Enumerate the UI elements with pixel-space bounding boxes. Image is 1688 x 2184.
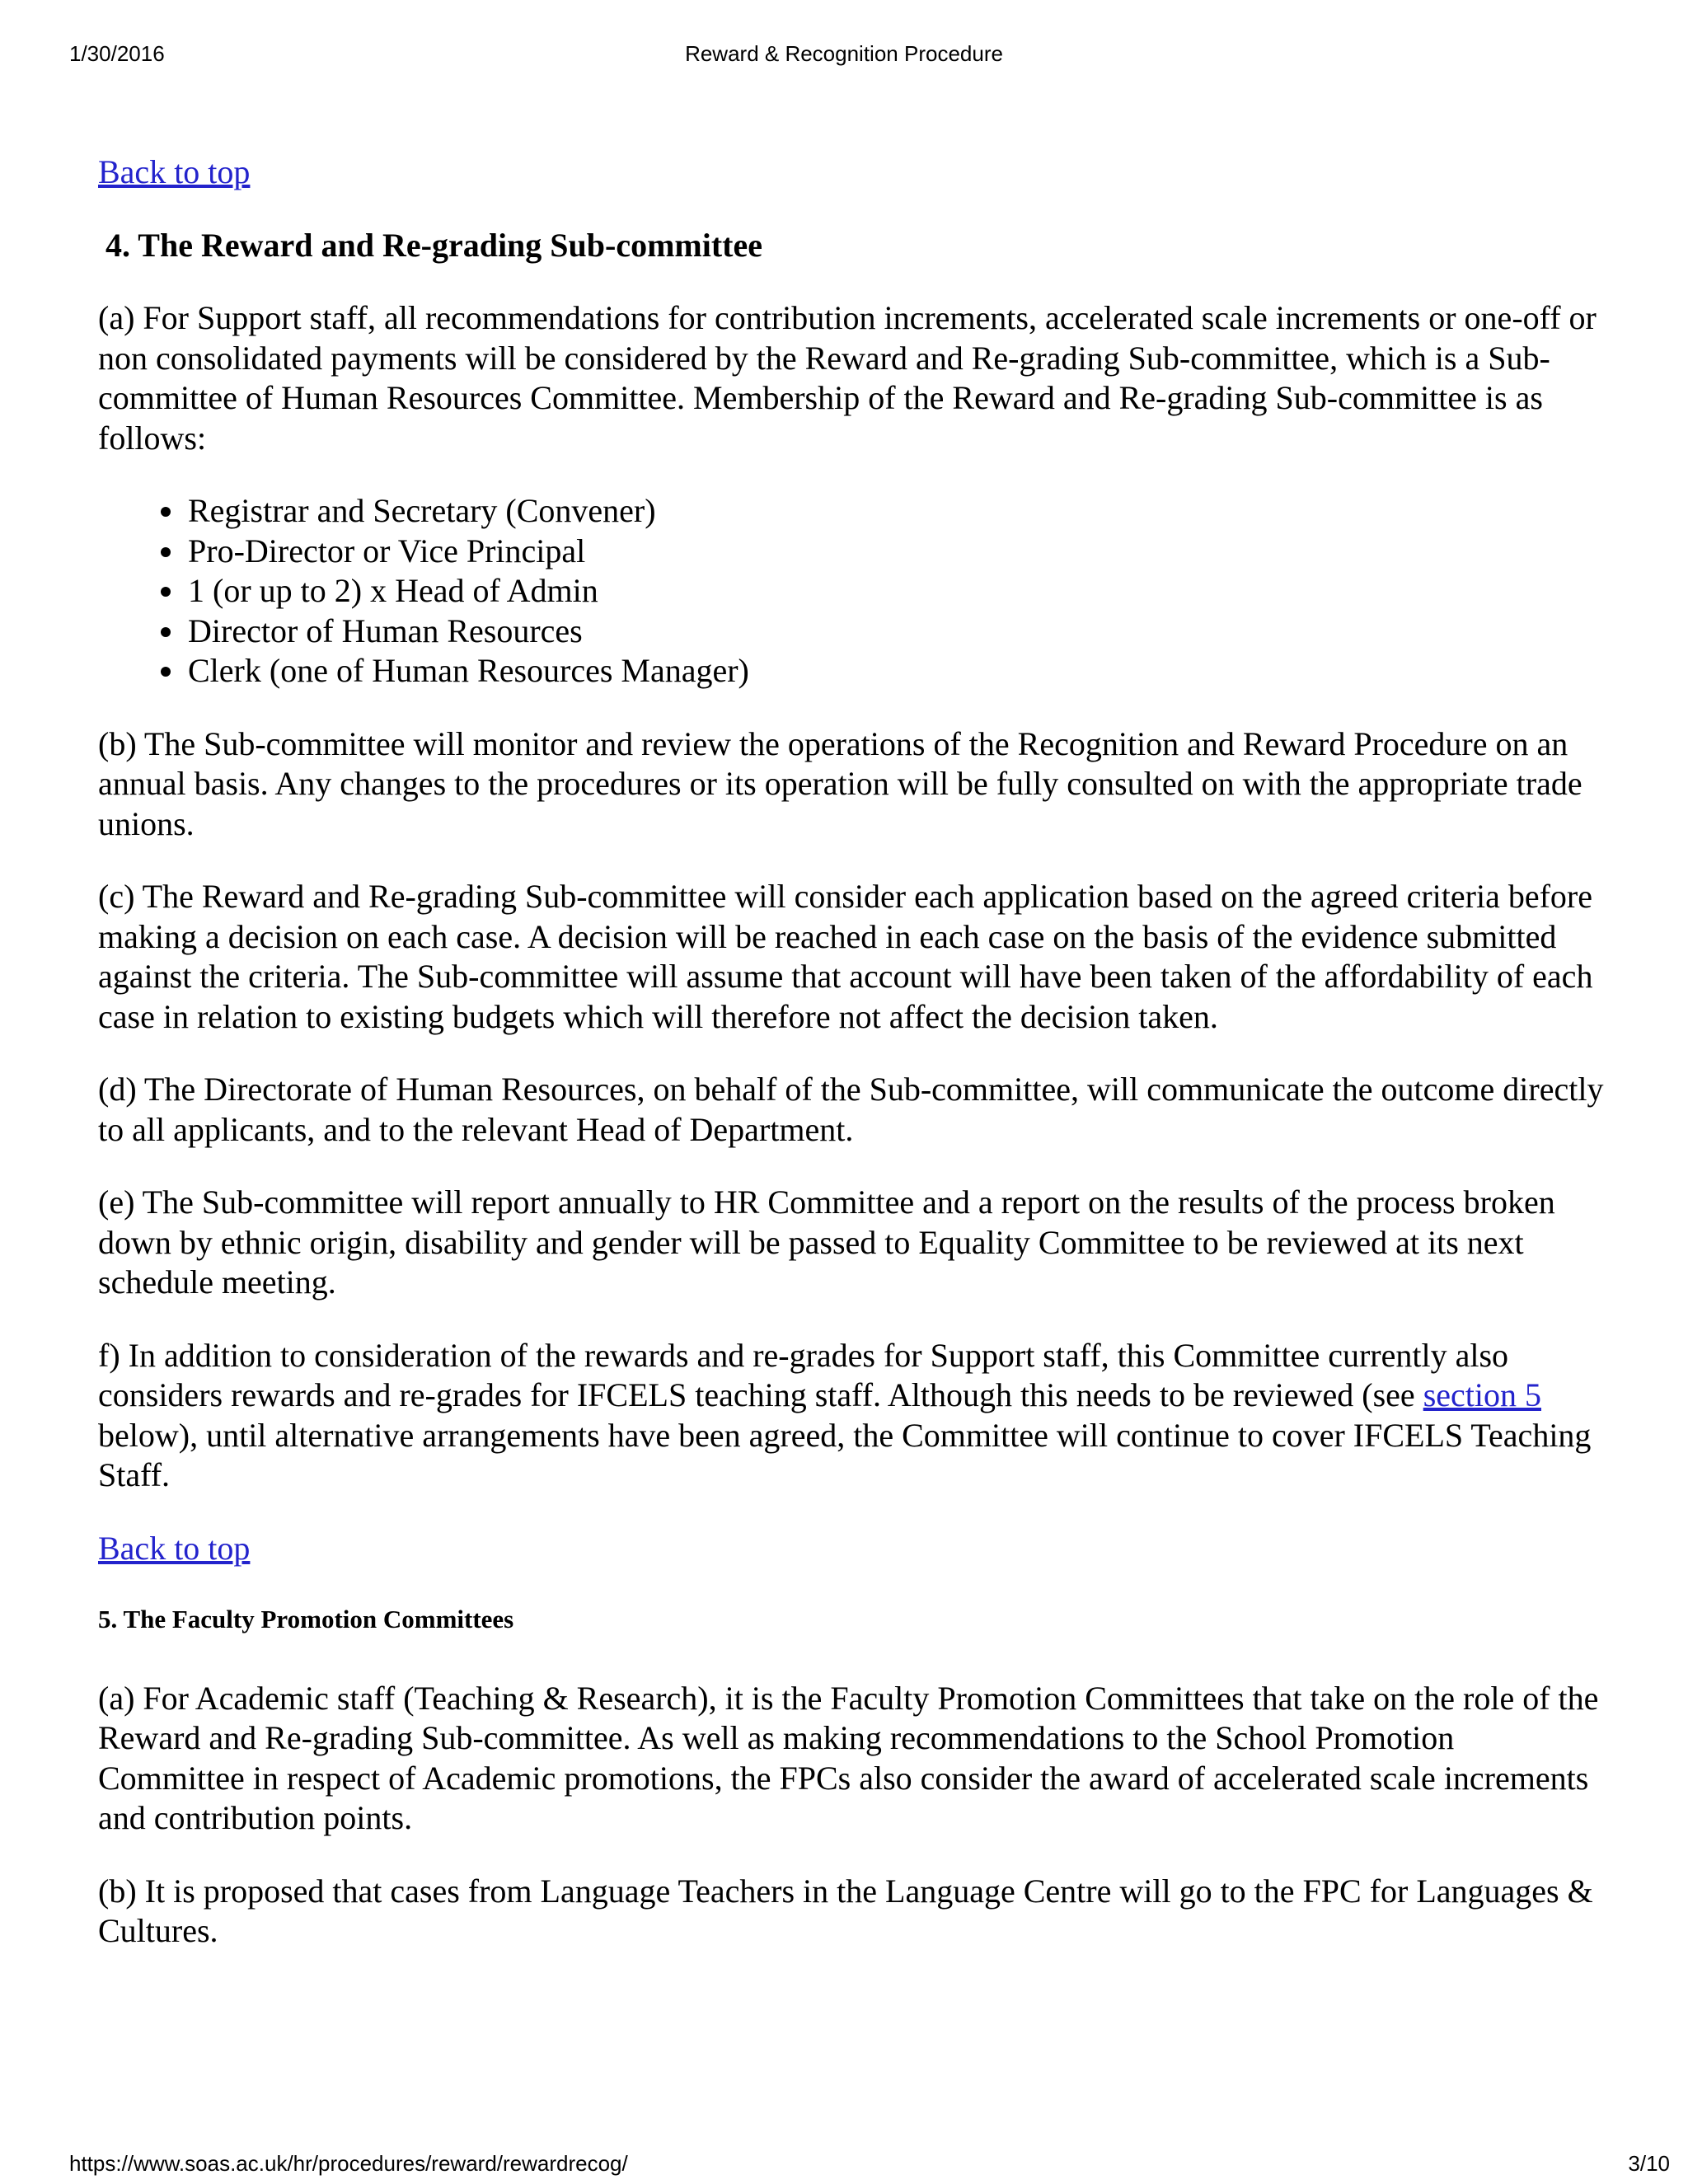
section-4-para-a: (a) For Support staff, all recommendations for contribution increments, accelerated scale increments or one-off or non consolidated payments will be considered by the Reward and Re-grading Sub-committee, which is a Sub-committee of Human Resources Committee. Membership of the Reward and Re-grading Sub-committee is as follows: (98, 299, 1597, 457)
back-to-top-link[interactable]: Back to top (98, 1529, 251, 1567)
print-date: 1/30/2016 (69, 41, 165, 66)
back-to-top-link[interactable]: Back to top (98, 153, 251, 190)
section-4-para-b: (b) The Sub-committee will monitor and review the operations of the Recognition and Reward Procedure on an annual basis. Any changes to the procedures or its operation will be fully consulted on with the appropriate trade unions. (98, 724, 1582, 842)
page-number: 3/10 (1628, 2151, 1670, 2176)
list-item: • Director of Human Resources (186, 612, 1606, 652)
section-4-para-f: f) In addition to consideration of the rewards and re-grades for Support staff, this Committee currently also considers rewards and re-grades for IFCELS teaching staff. Although this needs to be reviewed (see section 5 below), until alternative arrangements have been agreed, the Committee will continue to cover IFCELS Teaching Staff. (98, 1336, 1592, 1493)
section-4-heading: 4. The Reward and Re-grading Sub-committee (106, 227, 763, 264)
section-4-para-e: (e) The Sub-committee will report annually to HR Committee and a report on the results of the process broken down by ethnic origin, disability and gender will be passed to Equality Committee to be reviewed at its next schedule meeting. (98, 1183, 1555, 1301)
list-item: • 1 (or up to 2) x Head of Admin (186, 571, 1606, 612)
section-5-para-b: (b) It is proposed that cases from Language Teachers in the Language Centre will go to the FPC for Languages & Cultures. (98, 1872, 1593, 1949)
section-4-para-c: (c) The Reward and Re-grading Sub-committee will consider each application based on the agreed criteria before making a decision on each case. A decision will be reached in each case on the basis of the evidence submitted against the criteria. The Sub-committee will assume that account will have been taken of the affordability of each case in relation to existing budgets which will therefore not affect the decision taken. (98, 878, 1593, 1035)
section-4-para-d: (d) The Directorate of Human Resources, on behalf of the Sub-committee, will communicate the outcome directly to all applicants, and to the relevant Head of Department. (98, 1071, 1604, 1148)
list-item: • Clerk (one of Human Resources Manager) (186, 651, 1606, 691)
print-title: Reward & Recognition Procedure (685, 41, 1003, 66)
membership-list (98, 491, 1606, 691)
section-5-heading: 5. The Faculty Promotion Committees (98, 1604, 514, 1633)
print-url: https://www.soas.ac.uk/hr/procedures/reward/rewardrecog/ (69, 2151, 628, 2176)
list-item: • Registrar and Secretary (Convener) (186, 491, 1606, 532)
section-5-link[interactable]: section 5 (1423, 1376, 1541, 1413)
section-5-para-a: (a) For Academic staff (Teaching & Research), it is the Faculty Promotion Committees that take on the role of the Reward and Re-grading Sub-committee. As well as making recommendations to the School Promotion Committee in respect of Academic promotions, the FPCs also consider the award of accelerated scale increments and contribution points. (98, 1679, 1599, 1836)
page-content (98, 152, 1606, 1952)
list-item: • Pro-Director or Vice Principal (186, 532, 1606, 572)
